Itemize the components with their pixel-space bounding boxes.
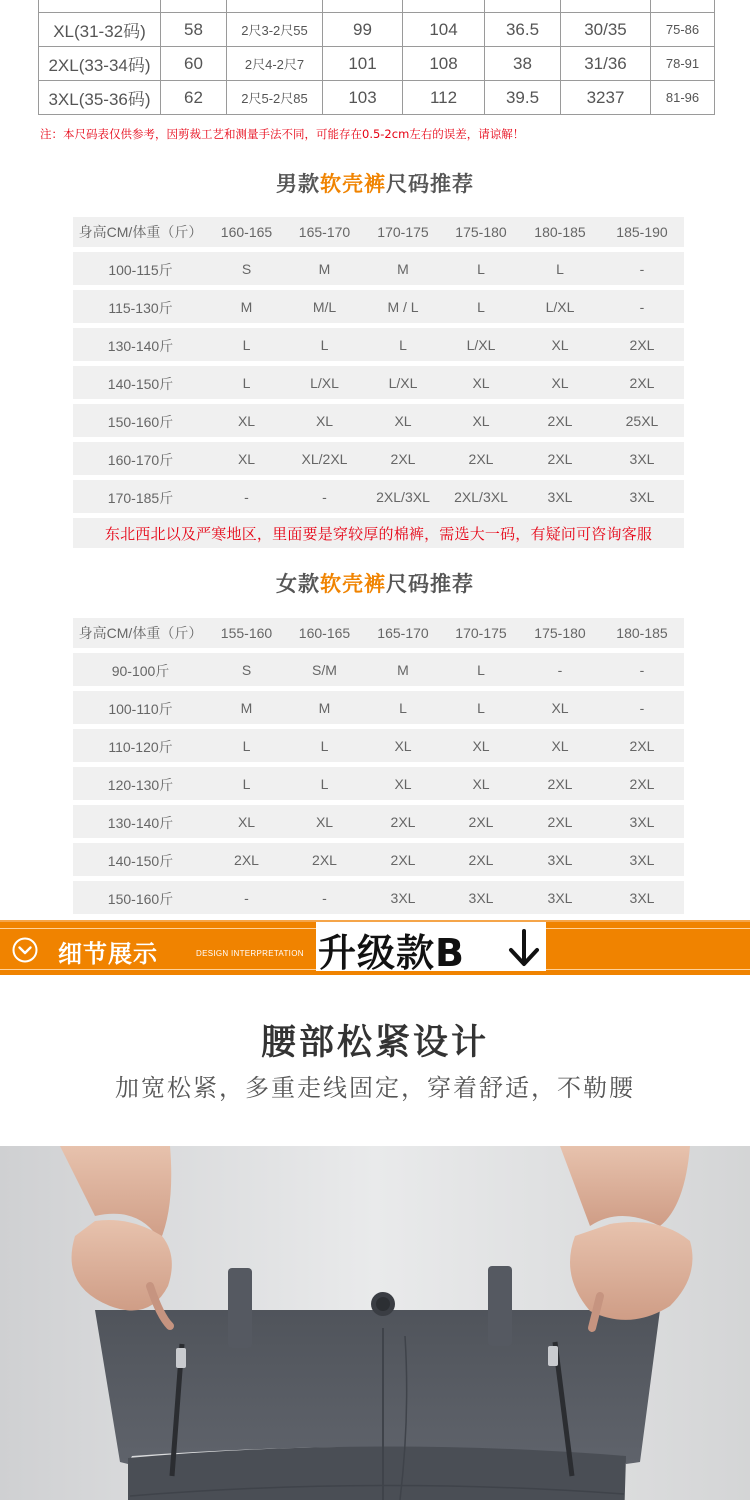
cold-region-warning: 东北西北以及严寒地区，里面要是穿较厚的棉裤，需选大一码，有疑问可咨询客服 (73, 518, 684, 548)
weight-range-cell: 140-150斤 (73, 843, 208, 876)
size-cell: 3XL (364, 881, 442, 914)
size-cell: 2XL/3XL (442, 480, 520, 513)
weight-range-cell: 160-170斤 (73, 442, 208, 475)
size-table-cell: 30/35 (561, 13, 651, 47)
women-title-suffix: 尺码推荐 (386, 572, 474, 596)
size-cell: 3XL (520, 480, 600, 513)
recommendation-row (73, 881, 684, 914)
recommendation-header-cell: 155-160 (208, 618, 285, 648)
recommendation-header-cell: 170-175 (442, 618, 520, 648)
size-table-cell: 2尺4-2尺7 (227, 47, 323, 81)
size-table-cell (39, 0, 161, 13)
recommendation-row (73, 767, 684, 800)
size-cell: XL (364, 404, 442, 437)
weight-range-cell: 140-150斤 (73, 366, 208, 399)
size-cell: L (442, 653, 520, 686)
size-cell: L/XL (285, 366, 364, 399)
weight-range-cell: 120-130斤 (73, 767, 208, 800)
size-table-cell (485, 0, 561, 13)
size-cell: 2XL (442, 843, 520, 876)
size-cell: 2XL (600, 729, 684, 762)
size-table-cell: 3237 (561, 81, 651, 115)
size-cell: - (600, 691, 684, 724)
weight-range-cell: 90-100斤 (73, 653, 208, 686)
size-cell: 3XL (442, 881, 520, 914)
recommendation-header-cell: 175-180 (520, 618, 600, 648)
recommendation-header-cell: 身高CM/体重（斤） (73, 217, 208, 247)
weight-range-cell: 115-130斤 (73, 290, 208, 323)
size-cell: 3XL (600, 881, 684, 914)
size-cell: XL (364, 729, 442, 762)
recommendation-header-cell: 180-185 (520, 217, 600, 247)
size-table-row (39, 81, 715, 115)
size-table-cell (323, 0, 403, 13)
size-cell: 2XL (285, 843, 364, 876)
size-cell: M (208, 290, 285, 323)
weight-range-cell: 100-110斤 (73, 691, 208, 724)
arrow-down-icon (506, 928, 542, 968)
waist-design-title: 腰部松紧设计 (260, 1023, 489, 1063)
men-title-prefix: 男款 (276, 172, 320, 196)
size-cell: L (208, 328, 285, 361)
men-title-highlight: 软壳裤 (320, 172, 386, 196)
size-cell: XL (520, 328, 600, 361)
size-cell: L (442, 252, 520, 285)
size-cell: 2XL (364, 843, 442, 876)
size-cell: L (208, 366, 285, 399)
men-title-suffix: 尺码推荐 (386, 172, 474, 196)
recommendation-header-cell: 180-185 (600, 618, 684, 648)
size-table-cell: XL(31-32码) (39, 13, 161, 47)
size-cell: 3XL (600, 480, 684, 513)
men-size-recommendation-table (73, 212, 684, 553)
size-table-cell (227, 0, 323, 13)
size-cell: - (600, 290, 684, 323)
size-table-cell: 58 (161, 13, 227, 47)
size-cell: 2XL (442, 805, 520, 838)
size-cell: 3XL (520, 881, 600, 914)
size-table-cell: 39.5 (485, 81, 561, 115)
size-table-cell: 78-91 (651, 47, 715, 81)
size-cell: L/XL (520, 290, 600, 323)
men-section-title (0, 168, 750, 198)
weight-range-cell: 130-140斤 (73, 805, 208, 838)
recommendation-header-cell: 160-165 (208, 217, 285, 247)
size-cell: L (442, 290, 520, 323)
size-cell: - (285, 480, 364, 513)
size-cell: 2XL (520, 805, 600, 838)
size-table-cell: 62 (161, 81, 227, 115)
size-table-cell: 36.5 (485, 13, 561, 47)
size-table-cell (651, 0, 715, 13)
size-table-cell (561, 0, 651, 13)
recommendation-header-row (73, 217, 684, 247)
size-cell: M/L (285, 290, 364, 323)
recommendation-header-cell: 165-170 (285, 217, 364, 247)
recommendation-header-cell: 185-190 (600, 217, 684, 247)
size-cell: XL (520, 691, 600, 724)
recommendation-row (73, 366, 684, 399)
size-cell: 2XL (600, 767, 684, 800)
size-chart-table (38, 0, 715, 115)
size-cell: 2XL (520, 767, 600, 800)
size-cell: XL (208, 805, 285, 838)
recommendation-row (73, 691, 684, 724)
recommendation-row (73, 252, 684, 285)
size-cell: L/XL (442, 328, 520, 361)
size-table-cell: 3XL(35-36码) (39, 81, 161, 115)
weight-range-cell: 100-115斤 (73, 252, 208, 285)
size-cell: - (520, 653, 600, 686)
size-table-cell: 38 (485, 47, 561, 81)
size-cell: M (285, 691, 364, 724)
size-cell: 2XL (600, 366, 684, 399)
size-cell: XL (442, 366, 520, 399)
size-cell: 25XL (600, 404, 684, 437)
size-cell: L (364, 328, 442, 361)
recommendation-row (73, 480, 684, 513)
size-cell: XL (520, 729, 600, 762)
size-cell: L/XL (364, 366, 442, 399)
size-cell: L (208, 767, 285, 800)
size-cell: - (285, 881, 364, 914)
size-table-row (39, 0, 715, 13)
recommendation-header-row (73, 618, 684, 648)
size-cell: 2XL (208, 843, 285, 876)
size-cell: XL (520, 366, 600, 399)
size-disclaimer-note: 注：本尺码表仅供参考，因剪裁工艺和测量手法不同，可能存在0.5-2cm左右的误差，请谅解！ (40, 127, 525, 141)
size-cell: - (208, 480, 285, 513)
size-cell: 2XL (520, 404, 600, 437)
size-table-cell: 2尺5-2尺85 (227, 81, 323, 115)
size-cell: S/M (285, 653, 364, 686)
size-cell: XL (208, 404, 285, 437)
size-cell: XL (442, 404, 520, 437)
size-table-cell: 103 (323, 81, 403, 115)
waist-design-subtitle: 加宽松紧，多重走线固定，穿着舒适，不勒腰 (115, 1074, 635, 1102)
women-title-prefix: 女款 (276, 572, 320, 596)
size-cell: M (364, 252, 442, 285)
recommendation-header-cell: 175-180 (442, 217, 520, 247)
size-table-cell: 101 (323, 47, 403, 81)
recommendation-row (73, 328, 684, 361)
size-table-cell (161, 0, 227, 13)
recommendation-row (73, 290, 684, 323)
size-table-cell: 99 (323, 13, 403, 47)
size-cell: XL (285, 805, 364, 838)
size-cell: L (442, 691, 520, 724)
size-cell: L (285, 328, 364, 361)
size-cell: XL (208, 442, 285, 475)
size-table-cell: 108 (403, 47, 485, 81)
recommendation-row (73, 442, 684, 475)
size-cell: S (208, 252, 285, 285)
chevron-down-circle-icon (12, 937, 38, 963)
warning-row (73, 518, 684, 548)
size-cell: XL (364, 767, 442, 800)
detail-banner-title: 细节展示 (58, 940, 158, 968)
size-table-row (39, 47, 715, 81)
size-cell: XL (442, 767, 520, 800)
recommendation-row (73, 653, 684, 686)
weight-range-cell: 150-160斤 (73, 404, 208, 437)
size-cell: M (285, 252, 364, 285)
size-cell: 2XL (364, 805, 442, 838)
size-table-cell: 75-86 (651, 13, 715, 47)
size-cell: 2XL (520, 442, 600, 475)
recommendation-header-cell: 165-170 (364, 618, 442, 648)
recommendation-header-cell: 身高CM/体重（斤） (73, 618, 208, 648)
recommendation-row (73, 404, 684, 437)
pants-waist-photo (0, 1146, 750, 1500)
size-cell: S (208, 653, 285, 686)
size-cell: XL/2XL (285, 442, 364, 475)
recommendation-row (73, 729, 684, 762)
size-cell: 3XL (520, 843, 600, 876)
size-table-cell: 31/36 (561, 47, 651, 81)
size-cell: L (208, 729, 285, 762)
size-cell: 2XL (364, 442, 442, 475)
size-cell: L (364, 691, 442, 724)
size-table-cell: 112 (403, 81, 485, 115)
size-cell: 3XL (600, 805, 684, 838)
size-cell: - (600, 653, 684, 686)
size-cell: M / L (364, 290, 442, 323)
women-size-recommendation-table (73, 613, 684, 919)
size-cell: XL (442, 729, 520, 762)
size-cell: 2XL (600, 328, 684, 361)
detail-banner-subtitle: DESIGN INTERPRETATION (196, 949, 304, 958)
size-cell: L (520, 252, 600, 285)
size-table-cell: 2尺3-2尺55 (227, 13, 323, 47)
women-title-highlight: 软壳裤 (320, 572, 386, 596)
size-table-row (39, 13, 715, 47)
size-table-cell: 60 (161, 47, 227, 81)
size-cell: - (208, 881, 285, 914)
weight-range-cell: 110-120斤 (73, 729, 208, 762)
recommendation-header-cell: 170-175 (364, 217, 442, 247)
size-table-cell (403, 0, 485, 13)
size-cell: L (285, 729, 364, 762)
recommendation-header-cell: 160-165 (285, 618, 364, 648)
weight-range-cell: 150-160斤 (73, 881, 208, 914)
size-cell: 2XL (442, 442, 520, 475)
size-cell: M (208, 691, 285, 724)
size-table-cell: 2XL(33-34码) (39, 47, 161, 81)
weight-range-cell: 170-185斤 (73, 480, 208, 513)
upgrade-model-label: 升级款B (318, 931, 465, 975)
weight-range-cell: 130-140斤 (73, 328, 208, 361)
size-cell: M (364, 653, 442, 686)
size-cell: 3XL (600, 442, 684, 475)
size-cell: 2XL/3XL (364, 480, 442, 513)
size-cell: L (285, 767, 364, 800)
size-table-cell: 104 (403, 13, 485, 47)
size-cell: XL (285, 404, 364, 437)
women-section-title (0, 568, 750, 598)
size-cell: 3XL (600, 843, 684, 876)
recommendation-row (73, 805, 684, 838)
recommendation-row (73, 843, 684, 876)
size-table-cell: 81-96 (651, 81, 715, 115)
size-cell: - (600, 252, 684, 285)
